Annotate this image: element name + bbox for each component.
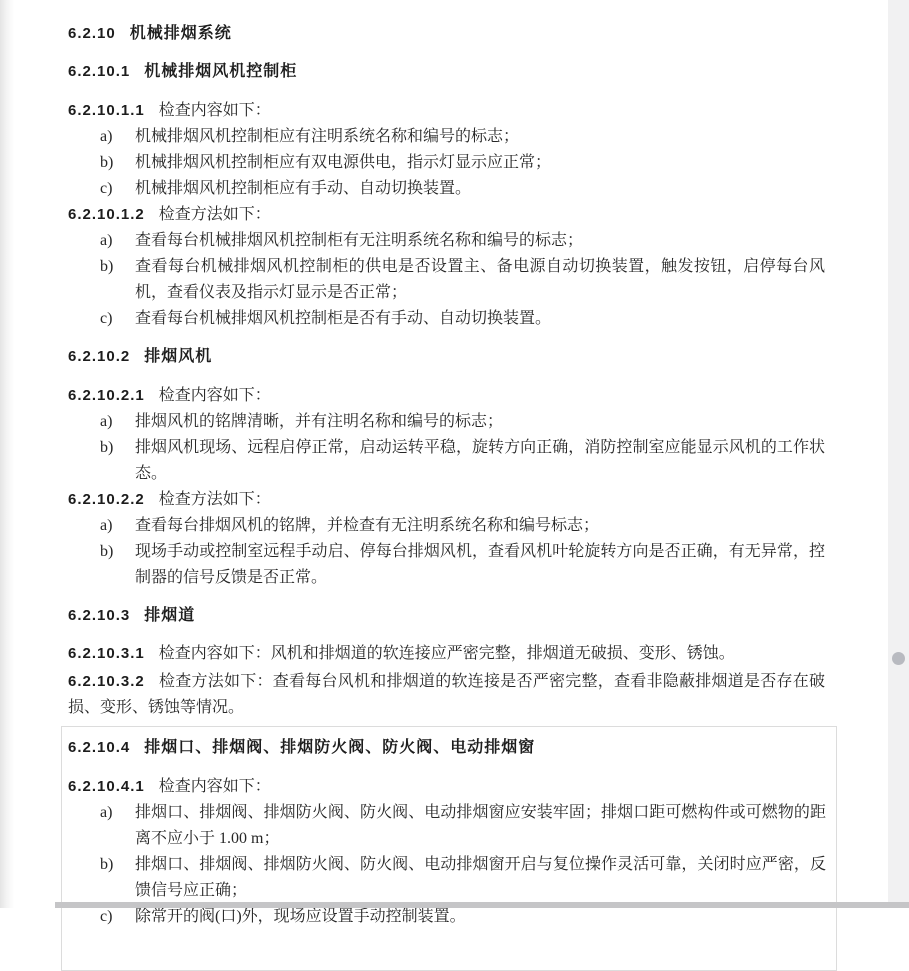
item-text: 机械排烟风机控制柜应有注明系统名称和编号的标志；: [135, 128, 520, 145]
clause-paragraph: [68, 669, 825, 721]
clause-number: 6.2.10.1.1: [68, 102, 145, 119]
list-item: [68, 800, 826, 852]
item-marker: a): [100, 517, 113, 534]
section-number: 6.2.10.1: [68, 63, 131, 80]
item-marker: b): [100, 258, 114, 275]
list-item: [68, 254, 825, 306]
list-item: [68, 176, 825, 202]
clause-heading: [68, 202, 825, 228]
page-left-edge-shadow: [0, 0, 14, 908]
item-text: 查看每台排烟风机的铭牌，并检查有无注明系统名称和编号标志；: [135, 517, 600, 534]
section-title: 排烟道: [144, 607, 196, 624]
list-item: [68, 435, 825, 487]
clause-heading: [68, 774, 826, 800]
item-marker: b): [100, 439, 114, 456]
section-title: 排烟风机: [144, 348, 213, 365]
item-marker: a): [100, 804, 113, 821]
list-item: [68, 228, 825, 254]
horizontal-scrollbar[interactable]: [55, 902, 909, 908]
section-number: 6.2.10.2: [68, 348, 131, 365]
clause-text: 检查内容如下：风机和排烟道的软连接应严密完整，排烟道无破损、变形、锈蚀。: [158, 645, 735, 662]
item-text: 排烟风机的铭牌清晰，并有注明名称和编号的标志；: [135, 413, 504, 430]
item-text: 现场手动或控制室远程手动启、停每台排烟风机，查看风机叶轮旋转方向是否正确，有无异常，控制器的信号反馈是否正常。: [135, 543, 825, 586]
section-heading: [68, 344, 825, 370]
item-marker: a): [100, 232, 113, 249]
item-text: 机械排烟风机控制柜应有手动、自动切换装置。: [135, 180, 472, 197]
section-heading: [68, 59, 825, 85]
section-heading: [68, 21, 825, 47]
clause-number: 6.2.10.3.1: [68, 645, 145, 662]
item-marker: c): [100, 310, 113, 327]
item-text: 机械排烟风机控制柜应有双电源供电，指示灯显示应正常；: [135, 154, 552, 171]
clause-heading: [68, 98, 825, 124]
item-marker: b): [100, 856, 114, 873]
clause-text: 检查方法如下：: [158, 206, 271, 223]
list-item: [68, 306, 825, 332]
section-number: 6.2.10.3: [68, 607, 131, 624]
highlight-box-section-6-2-10-4: [61, 726, 837, 971]
clause-paragraph: [68, 641, 825, 667]
item-text: 排烟口、排烟阀、排烟防火阀、防火阀、电动排烟窗开启与复位操作灵活可靠，关闭时应严密，反馈信号应正确；: [135, 856, 826, 899]
item-text: 排烟风机现场、远程启停正常，启动运转平稳，旋转方向正确，消防控制室应能显示风机的工作状态。: [135, 439, 825, 482]
clause-text: 检查内容如下：: [158, 387, 271, 404]
clause-number: 6.2.10.1.2: [68, 206, 145, 223]
item-text: 查看每台机械排烟风机控制柜有无注明系统名称和编号的标志；: [135, 232, 584, 249]
list-item: [68, 852, 826, 904]
item-marker: c): [100, 908, 113, 925]
clause-text: 检查方法如下：: [158, 491, 271, 508]
clause-number: 6.2.10.2.2: [68, 491, 145, 508]
clause-number: 6.2.10.2.1: [68, 387, 145, 404]
section-number: 6.2.10: [68, 25, 116, 42]
section-title: 机械排烟风机控制柜: [144, 63, 298, 80]
item-text: 查看每台机械排烟风机控制柜的供电是否设置主、备电源自动切换装置，触发按钮，启停每台风机，查看仪表及指示灯显示是否正常；: [135, 258, 825, 301]
list-item: [68, 513, 825, 539]
item-marker: a): [100, 128, 113, 145]
section-title: 排烟口、排烟阀、排烟防火阀、防火阀、电动排烟窗: [144, 739, 536, 756]
list-item: [68, 409, 825, 435]
clause-text: 检查方法如下：查看每台风机和排烟道的软连接是否严密完整，查看非隐蔽排烟道是否存在破损、变形、锈蚀等情况。: [68, 673, 825, 716]
item-text: 除常开的阀(口)外，现场应设置手动控制装置。: [135, 908, 466, 925]
section-title: 机械排烟系统: [129, 25, 232, 42]
list-item: [68, 150, 825, 176]
list-item: [68, 124, 825, 150]
clause-number: 6.2.10.3.2: [68, 673, 145, 690]
item-marker: c): [100, 180, 113, 197]
item-marker: a): [100, 413, 113, 430]
clause-text: 检查内容如下：: [158, 778, 271, 795]
section-6-2-10-body: [68, 21, 825, 721]
item-text: 排烟口、排烟阀、排烟防火阀、防火阀、电动排烟窗应安装牢固；排烟口距可燃构件或可燃物的距离不应小于 1.00 m；: [135, 804, 826, 847]
item-marker: b): [100, 154, 114, 171]
section-heading: [68, 735, 826, 761]
document-content: [68, 9, 825, 971]
clause-heading: [68, 487, 825, 513]
scrollbar-thumb-dot[interactable]: [892, 652, 905, 665]
clause-number: 6.2.10.4.1: [68, 778, 145, 795]
vertical-scrollbar-track[interactable]: [888, 0, 909, 908]
item-text: 查看每台机械排烟风机控制柜是否有手动、自动切换装置。: [135, 310, 552, 327]
item-marker: b): [100, 543, 114, 560]
section-heading: [68, 603, 825, 629]
clause-heading: [68, 383, 825, 409]
clause-text: 检查内容如下：: [158, 102, 271, 119]
section-number: 6.2.10.4: [68, 739, 131, 756]
list-item: [68, 539, 825, 591]
